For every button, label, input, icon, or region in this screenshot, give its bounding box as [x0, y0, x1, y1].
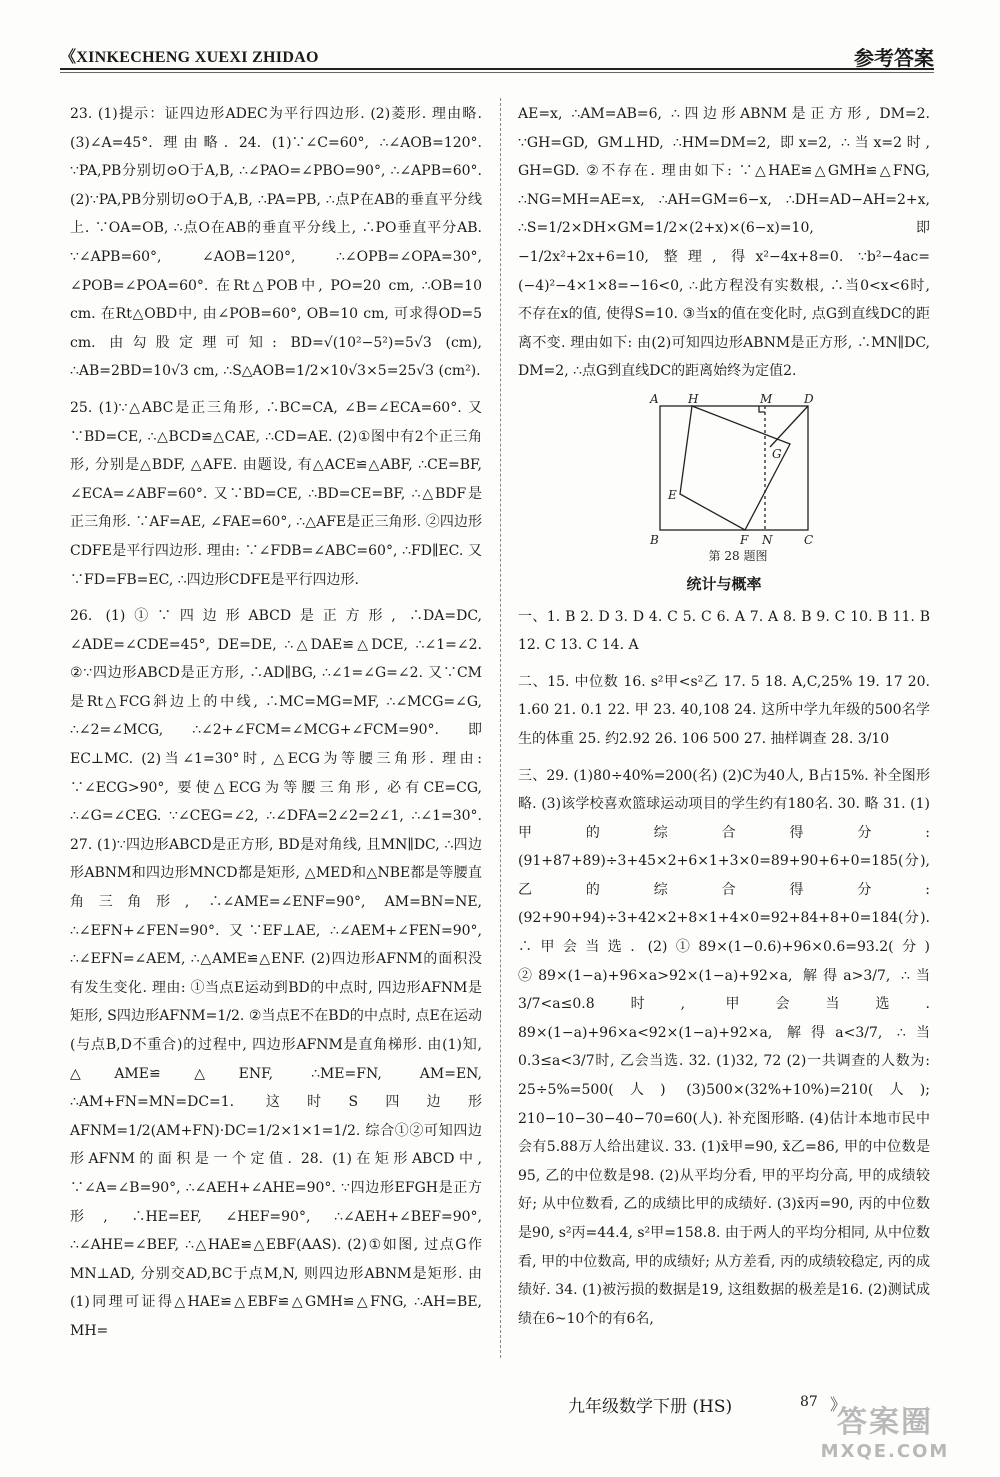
label-g: G	[772, 446, 782, 461]
segment-dg	[770, 406, 808, 447]
page-number: 87	[800, 1394, 818, 1410]
watermark-text: 答案圈	[837, 1405, 933, 1440]
answer-26-28: 26. (1)①∵四边形ABCD是正方形, ∴DA=DC, ∠ADE=∠CDE=45°, DE=DE, ∴△DAE≌△DCE, ∴∠1=∠2. ②∵四边形ABCD是正方形, ∴AD∥BG, ∴∠1=∠G=∠2. 又∵CM是Rt△FCG斜边上的中线, ∴MC=MG=MF, ∴∠MCG=∠G, ∴∠2=∠MCG, ∴∠2+∠FCM=∠MCG+∠FCM=90°. 即EC⊥MC. (2)当∠1=30°时, △ECG为等腰三角形. 理由: ∵∠ECG>90°, 要使△ECG为等腰三角形, 必有CE=CG, ∴∠G=∠CEG. ∵∠CEG=∠2, ∴∠DFA=2∠2=2∠1, ∴∠1=30°. 27. (1)∵四边形ABCD是正方形, BD是对角线, 且MN∥DC, ∴四边形ABNM和四边形MNCD都是矩形, △MED和△NBE都是等腰直角三角形, ∴∠AME=∠ENF=90°, AM=BN=NE, ∴∠EFN+∠FEN=90°. 又∵EF⊥AE, ∴∠AEM+∠FEN=90°, ∴∠EFN=∠AEM, ∴△AME≌△ENF. (2)四边形AFNM的面积没有发生变化. 理由: ①当点E运动到BD的中点时, 四边形AFNM是矩形, S四边形AFNM=1/2. ②当点E不在BD的中点时, 点E在运动(与点B,D不重合)的过程中, 四边形AFNM是直角梯形. 由(1)知, △AME≌△ENF, ∴ME=FN, AM=EN, ∴AM+FN=MN=DC=1. 这时S四边形AFNM=1/2(AM+FN)·DC=1/2×1×1=1/2. 综合①②可知四边形AFNM的面积是一个定值. 28. (1)在矩形ABCD中, ∵∠A=∠B=90°, ∴∠AEH+∠AHE=90°. ∵四边形EFGH是正方形, ∴HE=EF, ∠HEF=90°, ∴∠AEH+∠BEF=90°, ∴∠AHE=∠BEF, ∴△HAE≌△EBF(AAS). (2)①如图, 过点G作MN⊥AD, 分别交AD,BC于点M,N, 则四边形ABNM是矩形. 由(1)同理可证得△HAE≌△EBF≌△GMH≌△FNG, ∴AH=BE, MH=	[70, 608, 482, 1339]
label-h: H	[688, 391, 699, 406]
answer-23-24: 23. (1)提示：证四边形ADEC为平行四边形. (2)菱形. 理由略. (3)∠A=45°. 理由略. 24. (1)∵∠C=60°, ∴∠AOB=120°. ∵PA,PB分别切⊙O于A,B, ∴∠PAO=∠PBO=90°, ∴∠APB=60°. (2)∵PA,PB分别切⊙O于A,B, ∴PA=PB, ∴点P在AB的垂直平分线上. ∵OA=OB, ∴点O在AB的垂直平分线上, ∴PO垂直平分AB. ∵∠APB=60°, ∠AOB=120°, ∴∠OPB=∠OPA=30°, ∠POB=∠POA=60°. 在Rt△POB中, PO=20 cm, ∴OB=10 cm. 在Rt△OBD中, 由∠POB=60°, OB=10 cm, 可求得OD=5 cm. 由勾股定理可知: BD=√(10²−5²)=5√3 (cm), ∴AB=2BD=10√3 cm, ∴S△AOB=1/2×10√3×5=25√3 (cm²).	[70, 106, 482, 380]
next-arrow-icon: 》	[830, 1395, 847, 1414]
header-rule-thin	[60, 72, 934, 73]
label-n: N	[762, 532, 773, 547]
answer-28-continued: AE=x, ∴AM=AB=6, ∴四边形ABNM是正方形, DM=2. ∵GH=GD, GM⊥HD, ∴HM=DM=2, 即x=2, ∴当x=2时, GH=GD. ②不存在. 理由如下: ∵△HAE≌△GMH≌△FNG, ∴NG=MH=AE=x, ∴AH=GM=6−x, ∴DH=AD−AH=2+x, ∴S=1/2×DH×GM=1/2×(2+x)×(6−x)=10, 即−1/2x²+2x+6=10, 整理, 得x²−4x+8=0. ∵b²−4ac=(−4)²−4×1×8=−16<0, ∴此方程没有实数根, ∴当0<x<6时, 不存在x的值, 使得S=10. ③当x的值在变化时, 点G到直线DC的距离不变. 理由如下: 由(2)可知四边形ABNM是正方形, ∴MN∥DC, DM=2, ∴点G到直线DC的距离始终为定值2.	[518, 106, 930, 380]
section-heading: 参考答案	[854, 46, 934, 70]
answers-part-3: 三、29. (1)80÷40%=200(名) (2)C为40人, B占15%. 补全图形略. (3)该学校喜欢篮球运动项目的学生约有180名. 30. 略 31. (1)甲的综合得分: (91+87+89)÷3+45×2+6×1+3×0=89+90+6+0=185(分), 乙的综合得分: (92+90+94)÷3+42×2+8×1+4×0=92+84+8+0=184(分). ∴甲会当选. (2)①89×(1−0.6)+96×0.6=93.2(分) ②89×(1−a)+96×a>92×(1−a)+92×a, 解得a>3/7, ∴当3/7<a≤0.8时, 甲会当选. 89×(1−a)+96×a<92×(1−a)+92×a, 解得a<3/7, ∴当0.3≤a<3/7时, 乙会当选. 32. (1)32, 72 (2)一共调查的人数为: 25÷5%=500(人) (3)500×(32%+10%)=210(人); 210−10−30−40−70=60(人). 补充图形略. (4)估计本地市民中会有5.88万人给出建议. 33. (1)x̄甲=90, x̄乙=86, 甲的中位数是95, 乙的中位数是98. (2)从平均分看, 甲的平均分高, 甲的成绩较好; 从中位数看, 乙的成绩比甲的成绩好. (3)x̄丙=90, 丙的中位数是90, s²丙=44.4, s²甲=158.8. 由于两人的平均分相同, 从中位数看, 甲的中位数高, 甲的成绩好; 从方差看, 丙的成绩较稳定, 丙的成绩好. 34. (1)被污损的数据是19, 这组数据的极差是16. (2)测试成绩在6~10个的有6名,	[518, 767, 930, 1327]
right-column	[518, 100, 930, 1333]
column-divider	[500, 98, 501, 1358]
label-b: B	[650, 532, 659, 547]
answers-part-1: 一、1. B 2. D 3. D 4. C 5. C 6. A 7. A 8. B 9. C 10. B 11. B 12. C 13. C 14. A	[518, 608, 930, 654]
rectangle-abcd	[660, 406, 808, 530]
header-rule	[60, 68, 934, 70]
left-column	[70, 100, 482, 1346]
book-title: 九年级数学下册 (HS)	[568, 1397, 733, 1417]
watermark-url: MXQE.COM	[820, 1441, 950, 1462]
label-a: A	[650, 391, 659, 406]
figure-28	[518, 392, 930, 562]
label-f: F	[740, 532, 749, 547]
label-e: E	[668, 487, 677, 502]
label-d: D	[804, 391, 814, 406]
section-title-statistics: 统计与概率	[686, 574, 762, 593]
answer-25: 25. (1)∵△ABC是正三角形, ∴BC=CA, ∠B=∠ECA=60°. 又∵BD=CE, ∴△BCD≌△CAE, ∴CD=AE. (2)①图中有2个正三角形, 分别是△BDF, △AFE. 由题设, 有△ACE≌△ABF, ∴CE=BF, ∠ECA=∠ABF=60°. 又∵BD=CE, ∴BD=CE=BF, ∴△BDF是正三角形. ∵AF=AE, ∠FAE=60°, ∴△AFE是正三角形. ②四边形CDFE是平行四边形. 理由: ∵∠FDB=∠ABC=60°, ∴FD∥EC. 又∵FD=FB=EC, ∴四边形CDFE是平行四边形.	[70, 399, 482, 588]
right-angle-mark	[759, 406, 765, 412]
page-footer	[568, 1392, 847, 1417]
answers-part-2: 二、15. 中位数 16. s²甲<s²乙 17. 5 18. A,C,25% 19. 17 20. 1.60 21. 0.1 22. 甲 23. 40,108 24. 这所中学九年级的500名学生的体重 25. 约2.92 26. 106 500 27. 抽样调查 28. 3/10	[518, 673, 930, 747]
watermark	[800, 1405, 970, 1467]
brand-title: 《XINKECHENG XUEXI ZHIDAO	[60, 49, 319, 66]
figure-caption: 第 28 题图	[708, 548, 768, 562]
square-hefg	[680, 406, 790, 530]
label-c: C	[804, 532, 814, 547]
geometry-diagram	[628, 392, 818, 562]
label-m: M	[760, 391, 773, 406]
page-header	[60, 42, 934, 72]
